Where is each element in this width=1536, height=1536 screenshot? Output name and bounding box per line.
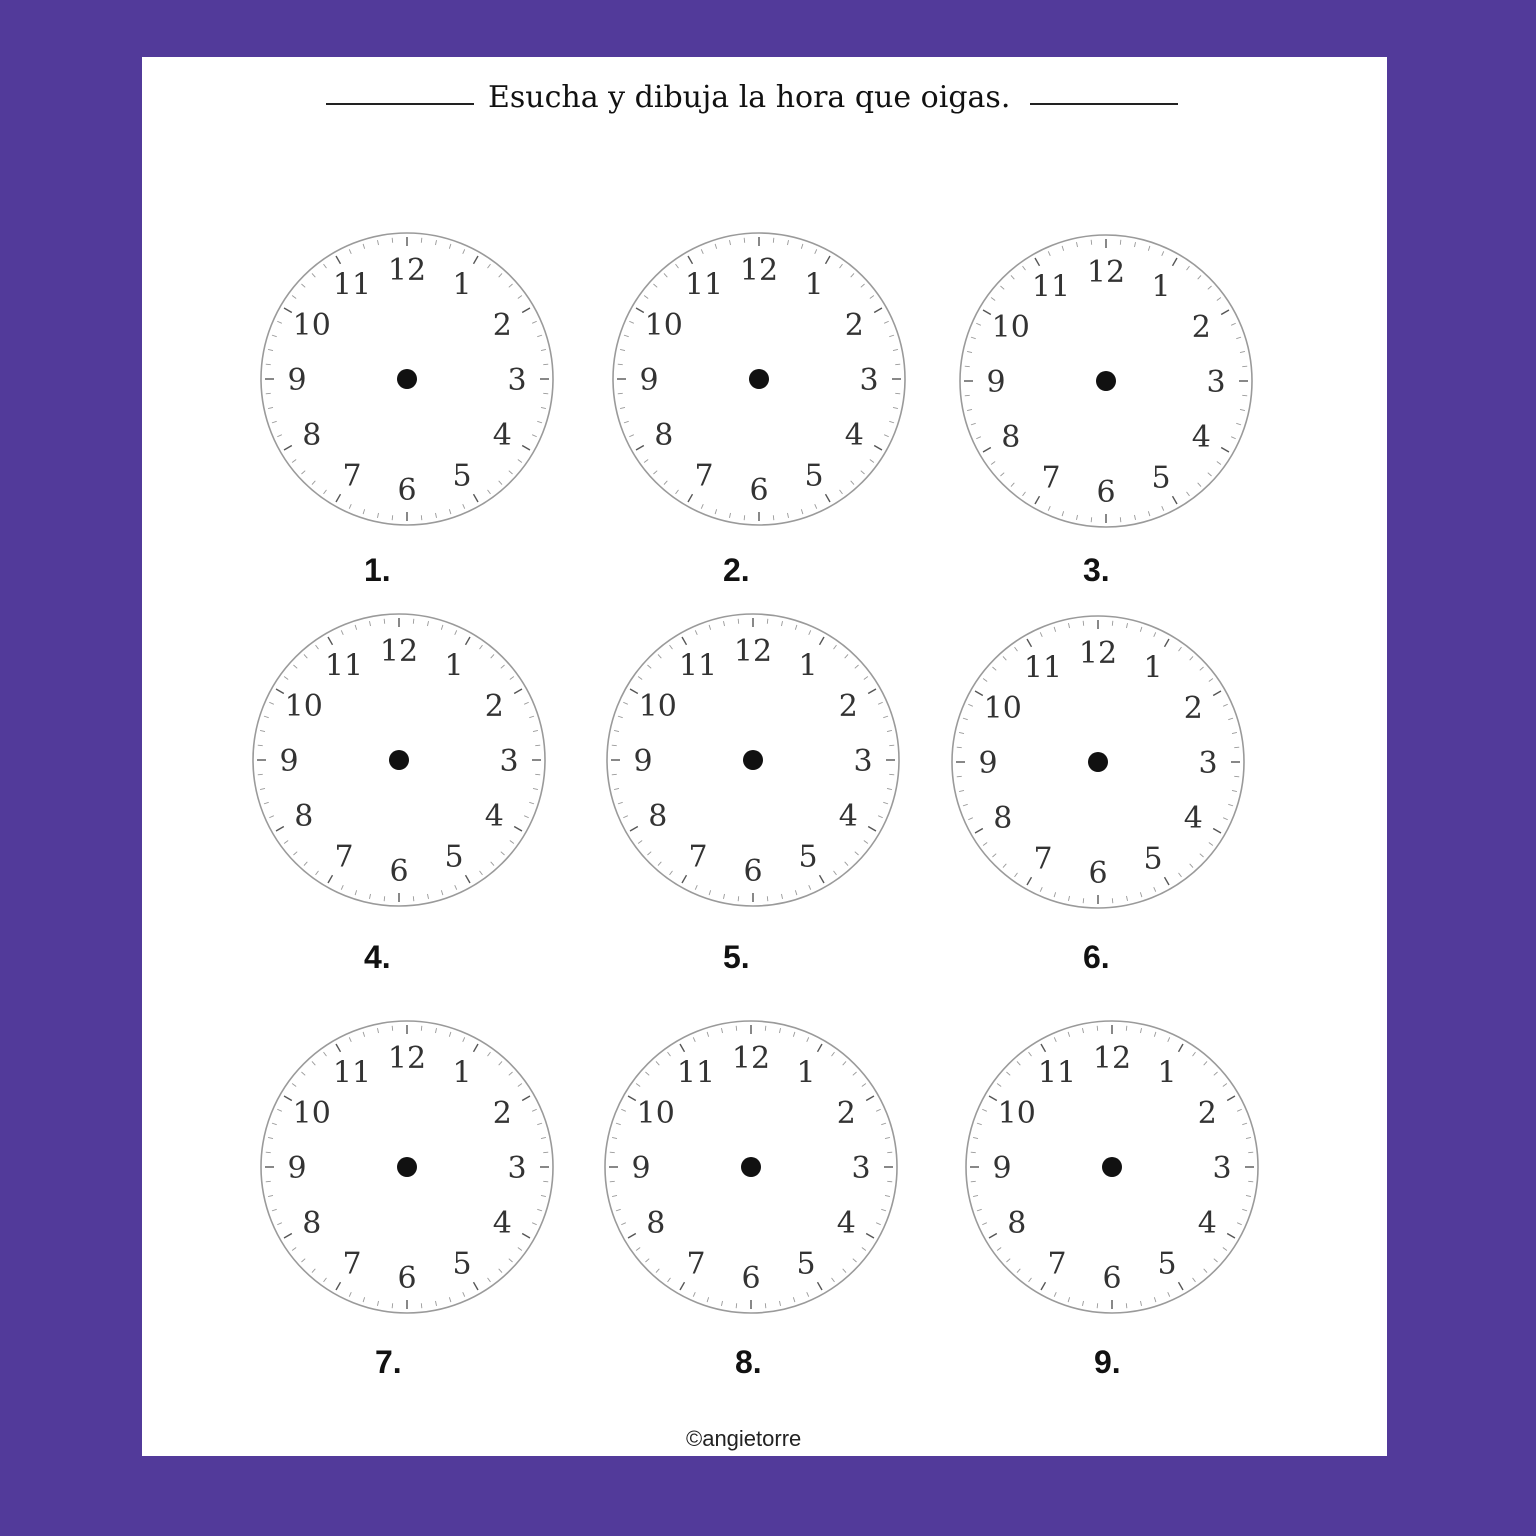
clock-numeral: 12: [733, 634, 773, 669]
clock-numeral: 10: [638, 689, 677, 724]
clock-numeral: 11: [1023, 650, 1063, 686]
clock-numeral: 7: [694, 458, 714, 494]
clock-numeral: 1: [444, 648, 464, 684]
clock-numeral: 5: [1151, 460, 1171, 496]
minute-tick: [421, 238, 422, 243]
minute-tick: [1097, 1303, 1098, 1308]
clock-numeral: 8: [294, 799, 314, 834]
minute-tick: [965, 395, 970, 396]
clock-label-6: 6.: [1083, 939, 1110, 975]
clock-numeral: 12: [731, 1041, 771, 1076]
clock-svg: [950, 614, 1246, 910]
minute-tick: [767, 896, 768, 901]
clock-numeral: 1: [1143, 650, 1163, 686]
clock-numeral: 5: [804, 458, 824, 494]
clock-numeral: 2: [1183, 691, 1203, 726]
minute-tick: [266, 364, 271, 365]
clock-face-9[interactable]: [964, 1019, 1260, 1315]
clock-numeral: 10: [284, 689, 323, 724]
clock-numeral: 6: [397, 473, 417, 508]
clock-numeral: 4: [1183, 801, 1203, 836]
clock-numeral: 4: [484, 799, 504, 834]
clock-label-1: 1.: [364, 552, 391, 588]
clock-center-dot: [397, 369, 417, 389]
clock-numeral: 12: [387, 253, 427, 288]
clock-numeral: 8: [993, 801, 1013, 836]
clock-numeral: 7: [342, 1246, 362, 1282]
clock-numeral: 12: [1092, 1041, 1132, 1076]
minute-tick: [736, 1303, 737, 1308]
minute-tick: [266, 1152, 271, 1153]
clock-svg: [958, 233, 1254, 529]
minute-tick: [266, 393, 271, 394]
clock-numeral: 4: [844, 418, 864, 453]
clock-numeral: 10: [991, 310, 1030, 345]
minute-tick: [1112, 898, 1113, 903]
minute-tick: [543, 1181, 548, 1182]
minute-tick: [258, 745, 263, 746]
minute-tick: [392, 238, 393, 243]
minute-tick: [1083, 898, 1084, 903]
clock-center-dot: [1088, 752, 1108, 772]
clock-numeral: 9: [633, 744, 653, 779]
clock-center-dot: [397, 1157, 417, 1177]
clock-numeral: 3: [507, 363, 527, 398]
copyright-notice: ©angietorre: [686, 1426, 802, 1451]
minute-tick: [1083, 621, 1084, 626]
clock-numeral: 7: [334, 839, 354, 875]
clock-numeral: 6: [741, 1261, 761, 1296]
clock-numeral: 3: [853, 744, 873, 779]
clock-center-dot: [749, 369, 769, 389]
clock-numeral: 10: [997, 1096, 1036, 1131]
clock-face-8[interactable]: [603, 1019, 899, 1315]
minute-tick: [744, 515, 745, 520]
minute-tick: [887, 1152, 892, 1153]
minute-tick: [612, 745, 617, 746]
clock-svg: [259, 231, 555, 527]
minute-tick: [258, 774, 263, 775]
clock-numeral: 8: [1001, 420, 1021, 455]
clock-label-4: 4.: [364, 939, 391, 975]
clock-numeral: 7: [342, 458, 362, 494]
minute-tick: [1091, 240, 1092, 245]
clock-numeral: 4: [836, 1206, 856, 1241]
clock-numeral: 8: [302, 1206, 322, 1241]
clock-numeral: 2: [1191, 310, 1211, 345]
clock-numeral: 7: [686, 1246, 706, 1282]
minute-tick: [1120, 517, 1121, 522]
clock-label-5: 5.: [723, 939, 750, 975]
clock-numeral: 3: [1198, 746, 1218, 781]
clock-numeral: 1: [452, 267, 472, 303]
minute-tick: [543, 364, 548, 365]
minute-tick: [543, 393, 548, 394]
minute-tick: [1126, 1303, 1127, 1308]
minute-tick: [421, 515, 422, 520]
minute-tick: [767, 619, 768, 624]
clock-svg: [259, 1019, 555, 1315]
clock-numeral: 5: [798, 839, 818, 875]
minute-tick: [1091, 517, 1092, 522]
clock-numeral: 10: [636, 1096, 675, 1131]
title-rule-right: [1030, 103, 1178, 105]
clock-numeral: 6: [389, 854, 409, 889]
clock-numeral: 10: [292, 308, 331, 343]
clock-numeral: 11: [1037, 1055, 1077, 1091]
clock-numeral: 9: [639, 363, 659, 398]
clock-numeral: 9: [978, 746, 998, 781]
minute-tick: [421, 1026, 422, 1031]
minute-tick: [618, 364, 623, 365]
clock-numeral: 2: [1197, 1096, 1217, 1131]
clock-face-3[interactable]: [958, 233, 1254, 529]
clock-numeral: 11: [684, 267, 724, 303]
clock-numeral: 2: [844, 308, 864, 343]
clock-label-2: 2.: [723, 552, 750, 588]
clock-numeral: 12: [1078, 636, 1118, 671]
minute-tick: [738, 619, 739, 624]
clock-numeral: 11: [332, 1055, 372, 1091]
minute-tick: [1097, 1026, 1098, 1031]
clock-numeral: 7: [1033, 841, 1053, 877]
clock-face-5[interactable]: [605, 612, 901, 908]
clock-numeral: 1: [798, 648, 818, 684]
clock-numeral: 12: [379, 634, 419, 669]
clock-label-9: 9.: [1094, 1344, 1121, 1380]
clock-numeral: 6: [1102, 1261, 1122, 1296]
clock-numeral: 2: [836, 1096, 856, 1131]
clock-numeral: 3: [859, 363, 879, 398]
clock-numeral: 6: [1088, 856, 1108, 891]
clock-numeral: 6: [397, 1261, 417, 1296]
clock-numeral: 6: [1096, 475, 1116, 510]
clock-numeral: 10: [292, 1096, 331, 1131]
clock-numeral: 8: [646, 1206, 666, 1241]
minute-tick: [392, 1303, 393, 1308]
clock-face-2[interactable]: [611, 231, 907, 527]
minute-tick: [889, 774, 894, 775]
minute-tick: [738, 896, 739, 901]
clock-numeral: 5: [1157, 1246, 1177, 1282]
clock-numeral: 7: [1041, 460, 1061, 496]
minute-tick: [887, 1181, 892, 1182]
clock-numeral: 1: [804, 267, 824, 303]
clock-numeral: 1: [1151, 269, 1171, 305]
clock-numeral: 4: [492, 418, 512, 453]
clock-svg: [964, 1019, 1260, 1315]
clock-numeral: 11: [332, 267, 372, 303]
clock-numeral: 8: [654, 418, 674, 453]
clock-face-6[interactable]: [950, 614, 1246, 910]
minute-tick: [773, 515, 774, 520]
minute-tick: [610, 1152, 615, 1153]
minute-tick: [535, 745, 540, 746]
clock-center-dot: [1102, 1157, 1122, 1177]
clock-numeral: 5: [452, 458, 472, 494]
clock-numeral: 9: [287, 363, 307, 398]
clock-numeral: 2: [838, 689, 858, 724]
clock-numeral: 1: [796, 1055, 816, 1091]
minute-tick: [971, 1181, 976, 1182]
clock-numeral: 4: [838, 799, 858, 834]
clock-center-dot: [741, 1157, 761, 1177]
clock-numeral: 2: [492, 1096, 512, 1131]
clock-face-7[interactable]: [259, 1019, 555, 1315]
minute-tick: [1234, 747, 1239, 748]
minute-tick: [736, 1026, 737, 1031]
clock-numeral: 11: [678, 648, 718, 684]
minute-tick: [957, 776, 962, 777]
clock-numeral: 6: [743, 854, 763, 889]
clock-numeral: 1: [452, 1055, 472, 1091]
clock-label-3: 3.: [1083, 552, 1110, 588]
clock-numeral: 3: [851, 1151, 871, 1186]
minute-tick: [895, 393, 900, 394]
clock-numeral: 3: [1212, 1151, 1232, 1186]
minute-tick: [413, 896, 414, 901]
minute-tick: [744, 238, 745, 243]
clock-svg: [605, 612, 901, 908]
minute-tick: [773, 238, 774, 243]
minute-tick: [971, 1152, 976, 1153]
clock-numeral: 7: [1047, 1246, 1067, 1282]
minute-tick: [1112, 621, 1113, 626]
minute-tick: [1234, 776, 1239, 777]
clock-numeral: 12: [1086, 255, 1126, 290]
clock-numeral: 9: [631, 1151, 651, 1186]
minute-tick: [392, 1026, 393, 1031]
minute-tick: [765, 1303, 766, 1308]
clock-numeral: 8: [648, 799, 668, 834]
minute-tick: [889, 745, 894, 746]
minute-tick: [1120, 240, 1121, 245]
clock-numeral: 7: [688, 839, 708, 875]
minute-tick: [1126, 1026, 1127, 1031]
minute-tick: [765, 1026, 766, 1031]
minute-tick: [1248, 1181, 1253, 1182]
clock-numeral: 4: [1191, 420, 1211, 455]
clock-numeral: 5: [796, 1246, 816, 1282]
minute-tick: [618, 393, 623, 394]
minute-tick: [1242, 395, 1247, 396]
minute-tick: [384, 619, 385, 624]
clock-numeral: 6: [749, 473, 769, 508]
clock-numeral: 8: [1007, 1206, 1027, 1241]
minute-tick: [895, 364, 900, 365]
minute-tick: [612, 774, 617, 775]
clock-numeral: 4: [492, 1206, 512, 1241]
minute-tick: [543, 1152, 548, 1153]
minute-tick: [384, 896, 385, 901]
minute-tick: [1242, 366, 1247, 367]
clock-numeral: 3: [1206, 365, 1226, 400]
clock-numeral: 4: [1197, 1206, 1217, 1241]
clock-numeral: 2: [492, 308, 512, 343]
worksheet-title: Esucha y dibuja la hora que oigas.: [488, 80, 1011, 115]
clock-numeral: 9: [992, 1151, 1012, 1186]
clock-numeral: 5: [444, 839, 464, 875]
clock-svg: [603, 1019, 899, 1315]
clock-numeral: 9: [287, 1151, 307, 1186]
minute-tick: [266, 1181, 271, 1182]
minute-tick: [610, 1181, 615, 1182]
minute-tick: [392, 515, 393, 520]
clock-numeral: 8: [302, 418, 322, 453]
clock-numeral: 2: [484, 689, 504, 724]
clock-numeral: 5: [1143, 841, 1163, 877]
clock-numeral: 1: [1157, 1055, 1177, 1091]
clock-svg: [251, 612, 547, 908]
clock-numeral: 3: [499, 744, 519, 779]
clock-numeral: 9: [279, 744, 299, 779]
clock-numeral: 10: [644, 308, 683, 343]
clock-center-dot: [743, 750, 763, 770]
minute-tick: [413, 619, 414, 624]
clock-numeral: 11: [324, 648, 364, 684]
clock-numeral: 12: [387, 1041, 427, 1076]
clock-label-7: 7.: [375, 1344, 402, 1380]
title-rule-left: [326, 103, 474, 105]
clock-label-8: 8.: [735, 1344, 762, 1380]
minute-tick: [421, 1303, 422, 1308]
clock-numeral: 10: [983, 691, 1022, 726]
clock-numeral: 11: [676, 1055, 716, 1091]
clock-face-1[interactable]: [259, 231, 555, 527]
minute-tick: [535, 774, 540, 775]
minute-tick: [965, 366, 970, 367]
clock-numeral: 11: [1031, 269, 1071, 305]
clock-numeral: 5: [452, 1246, 472, 1282]
clock-numeral: 12: [739, 253, 779, 288]
clock-svg: [611, 231, 907, 527]
clock-numeral: 9: [986, 365, 1006, 400]
clock-center-dot: [1096, 371, 1116, 391]
minute-tick: [1248, 1152, 1253, 1153]
minute-tick: [957, 747, 962, 748]
clock-face-4[interactable]: [251, 612, 547, 908]
clock-center-dot: [389, 750, 409, 770]
clock-numeral: 3: [507, 1151, 527, 1186]
